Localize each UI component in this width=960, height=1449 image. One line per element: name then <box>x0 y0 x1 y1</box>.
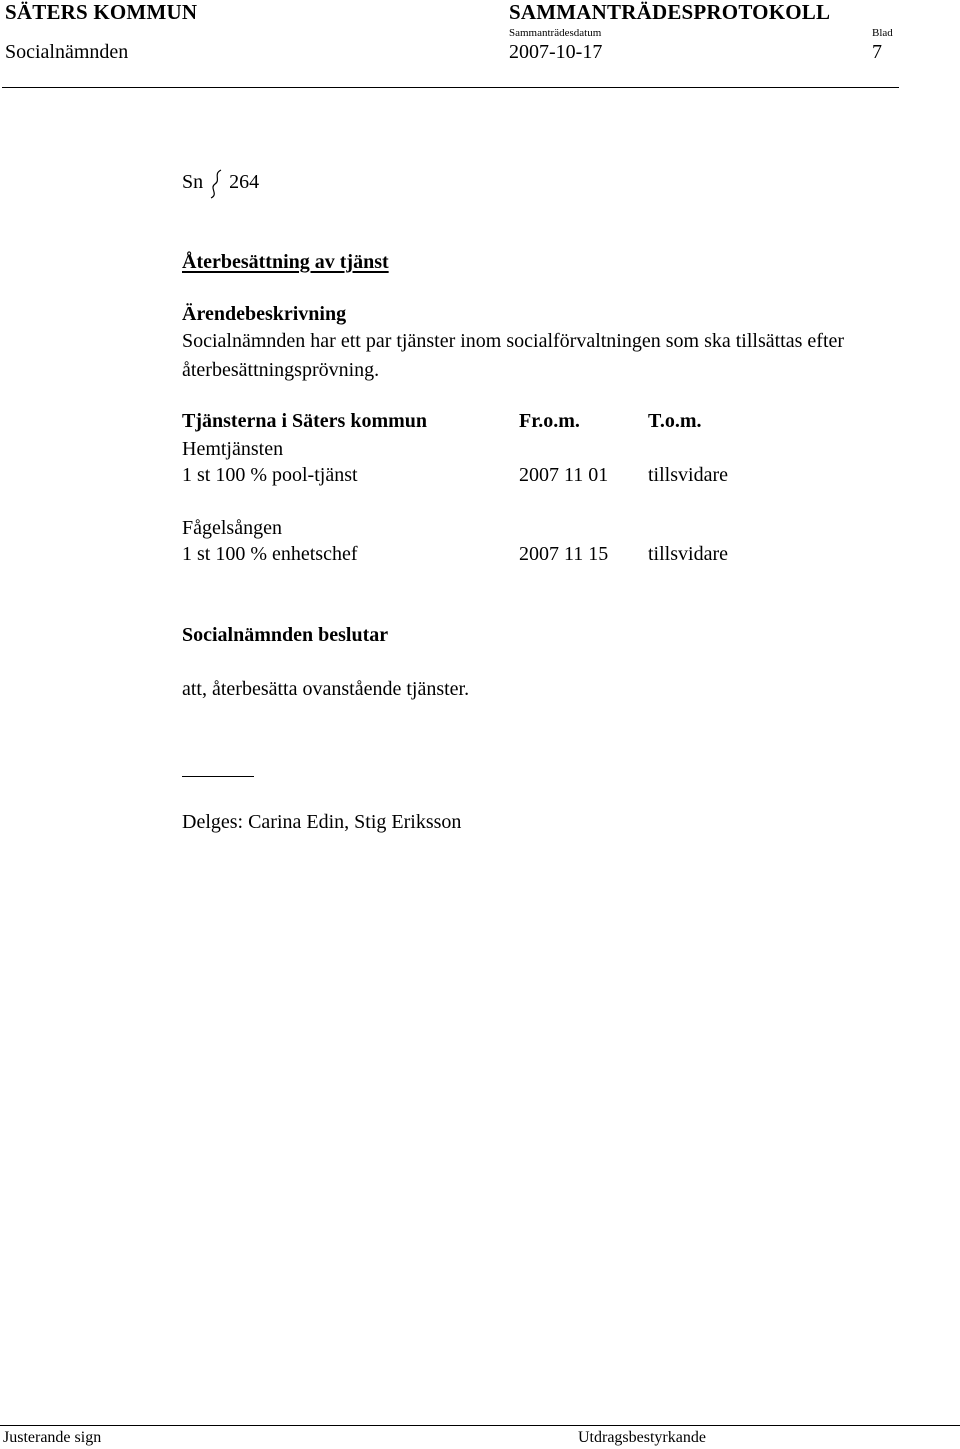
description-text-line-2: återbesättningsprövning. <box>182 359 380 381</box>
footer-certification-label: Utdragsbestyrkande <box>578 1429 706 1446</box>
description-text-line-1: Socialnämnden har ett par tjänster inom socialförvaltningen som ska tillsättas efter <box>182 330 845 352</box>
meeting-date: 2007-10-17 <box>509 41 603 63</box>
table-header-from: Fr.o.m. <box>519 410 580 432</box>
committee-name: Socialnämnden <box>5 41 129 63</box>
date-label: Sammanträdesdatum <box>509 27 602 39</box>
paragraph-sign-icon <box>209 169 223 195</box>
position-2-to: tillsvidare <box>648 543 728 565</box>
org-name: SÄTERS KOMMUN <box>5 0 198 24</box>
table-header-service: Tjänsterna i Säters kommun <box>182 410 428 432</box>
distribution-list: Delges: Carina Edin, Stig Eriksson <box>182 811 462 833</box>
separator-line <box>182 776 254 777</box>
unit-name-2: Fågelsången <box>182 517 282 539</box>
table-header-to: T.o.m. <box>648 410 702 432</box>
position-1-to: tillsvidare <box>648 464 728 486</box>
unit-name-1: Hemtjänsten <box>182 438 284 460</box>
page-label: Blad <box>872 27 893 39</box>
header-divider <box>2 87 899 88</box>
position-2-from: 2007 11 15 <box>519 543 609 565</box>
document-type: SAMMANTRÄDESPROTOKOLL <box>509 0 831 24</box>
position-2: 1 st 100 % enhetschef <box>182 543 358 565</box>
page-number: 7 <box>872 41 882 63</box>
description-heading: Ärendebeskrivning <box>182 303 347 325</box>
section-prefix: Sn <box>182 171 204 193</box>
decision-text: att, återbesätta ovanstående tjänster. <box>182 678 470 700</box>
footer-signature-label: Justerande sign <box>3 1429 102 1446</box>
position-1: 1 st 100 % pool-tjänst <box>182 464 358 486</box>
section-number-value: 264 <box>229 171 260 193</box>
position-1-from: 2007 11 01 <box>519 464 609 486</box>
footer-divider <box>0 1425 960 1426</box>
section-number <box>182 169 259 195</box>
section-title: Återbesättning av tjänst <box>182 251 389 273</box>
decision-heading: Socialnämnden beslutar <box>182 624 389 646</box>
